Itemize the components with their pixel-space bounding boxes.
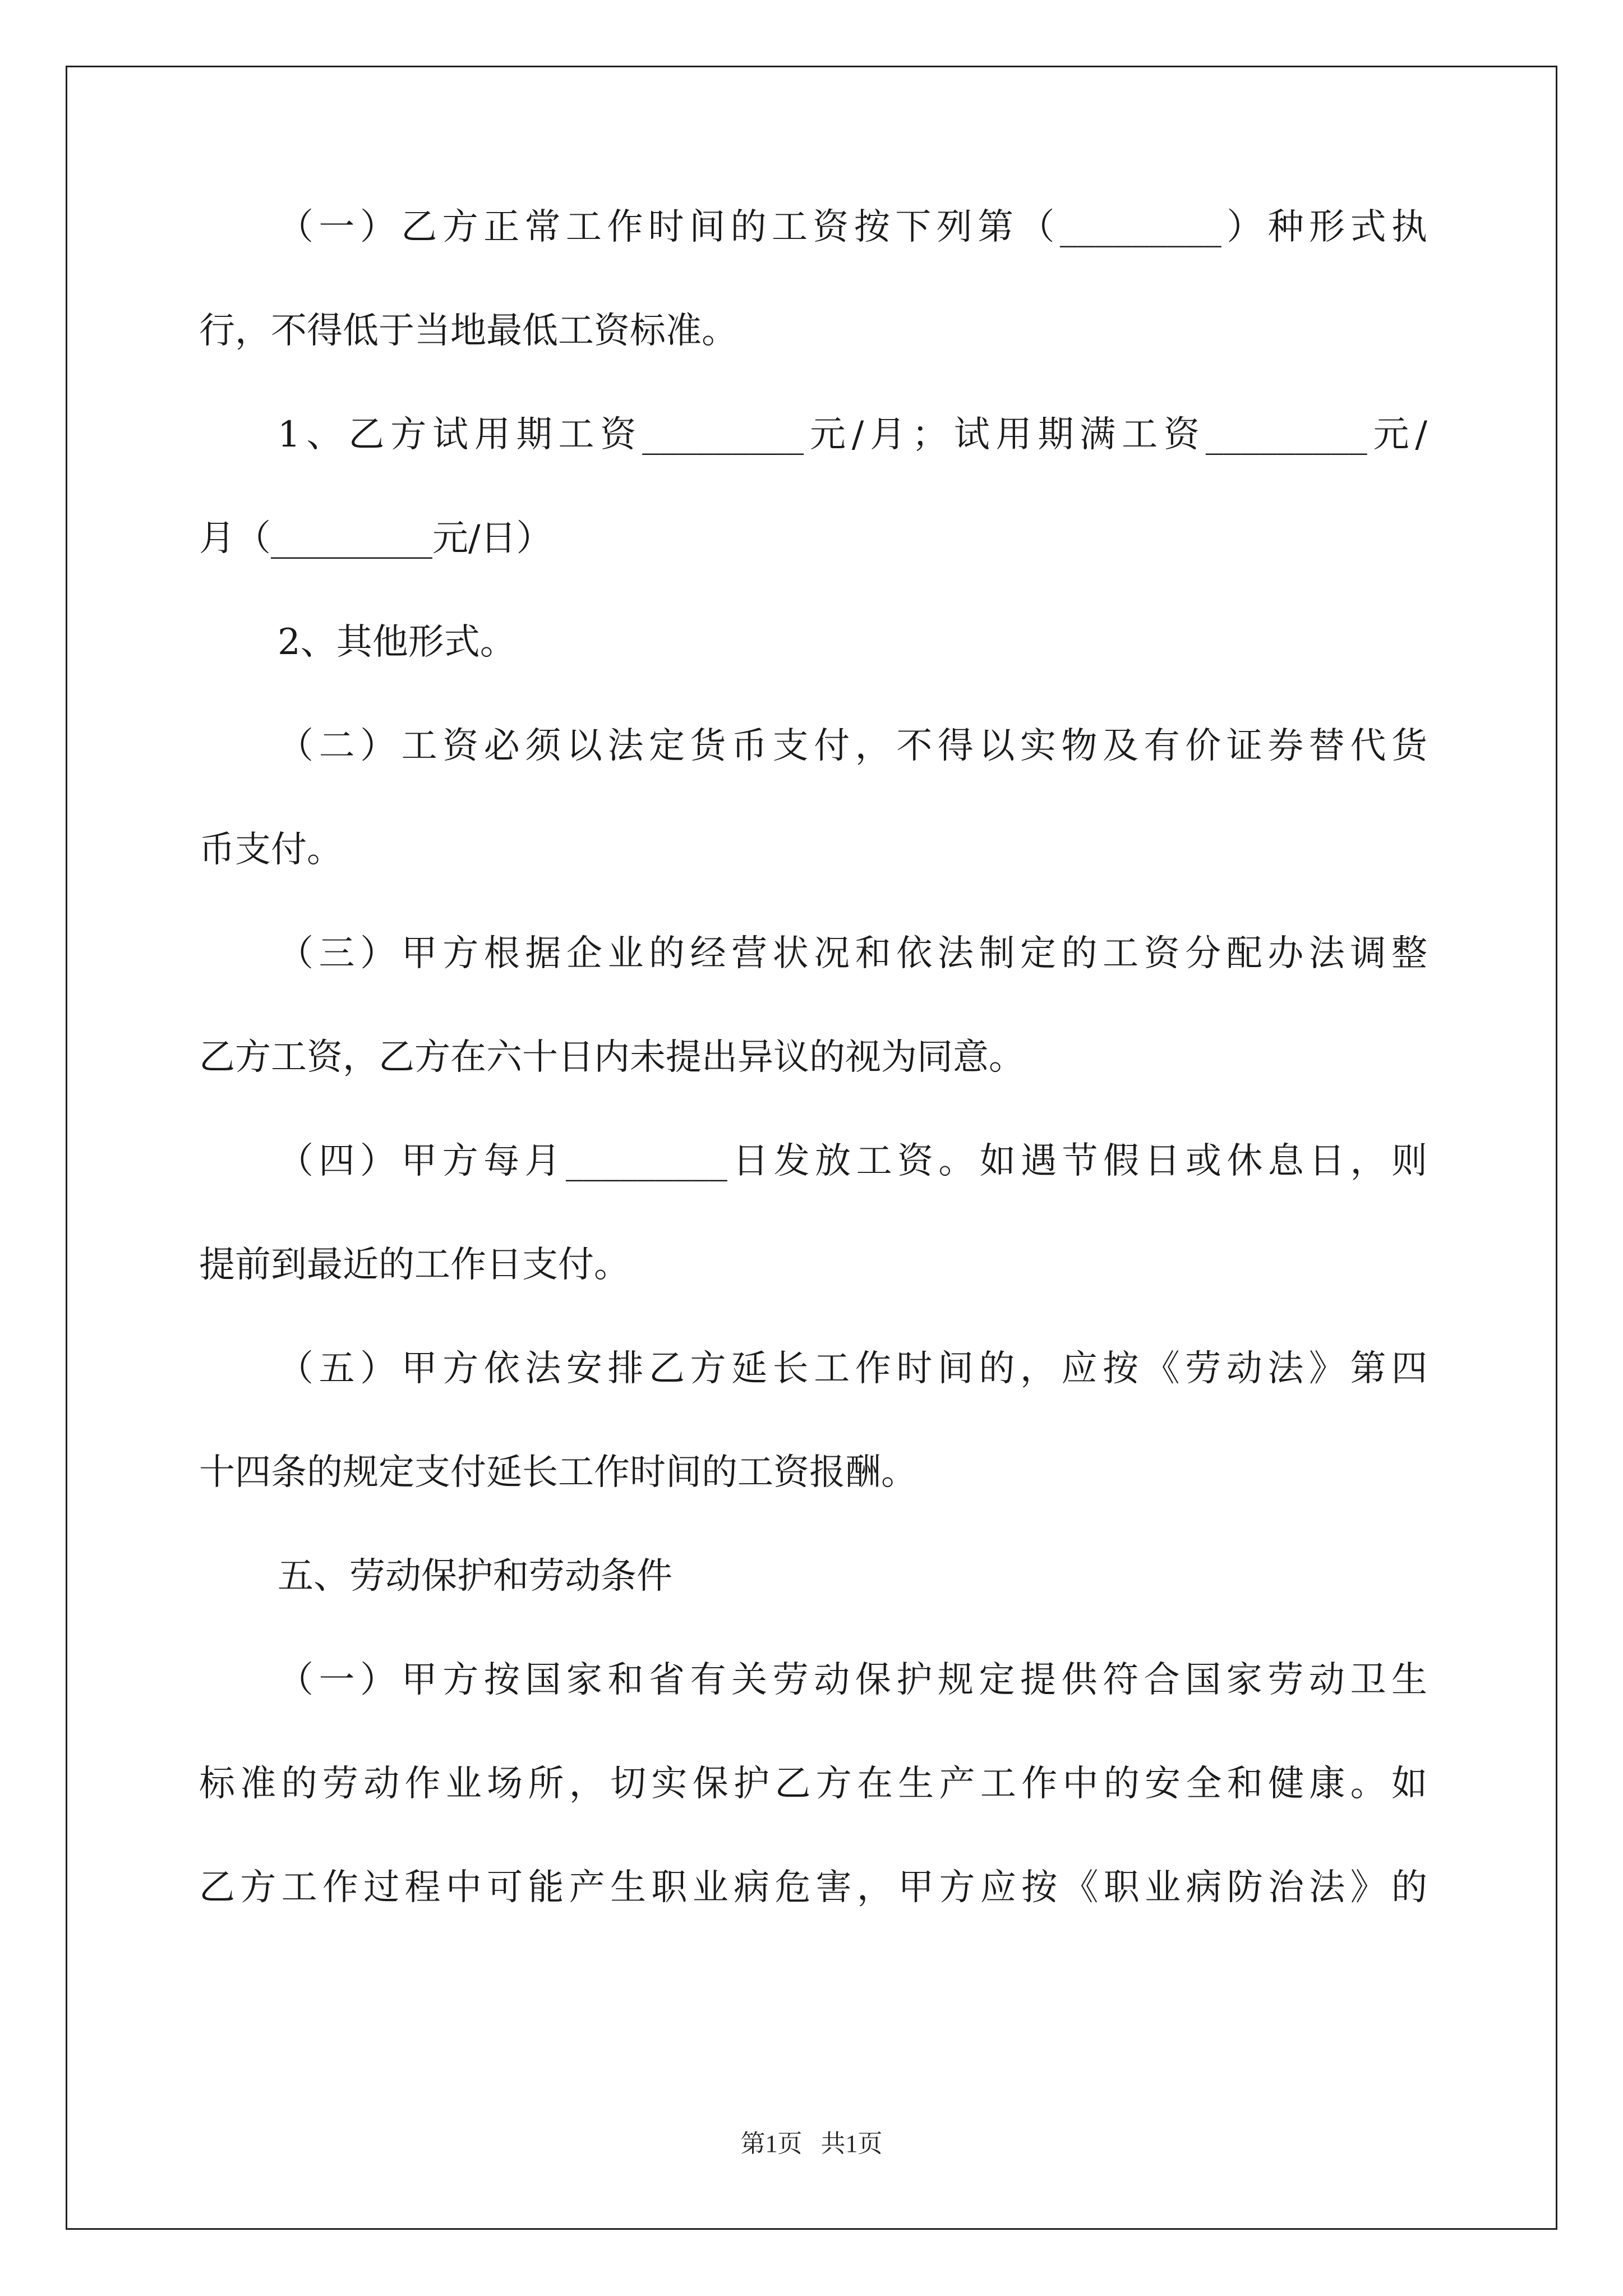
paragraph-line: （五）甲方依法安排乙方延长工作时间的，应按《劳动法》第四 <box>278 1348 1427 1389</box>
page-footer <box>0 2127 1623 2161</box>
page-number: 第1页 <box>740 2130 803 2157</box>
paragraph-line: 乙方工作过程中可能产生职业病危害，甲方应按《职业病防治法》的 <box>199 1867 1427 1908</box>
paragraph-line: 十四条的规定支付延长工作时间的工资报酬。 <box>199 1452 917 1493</box>
paragraph-line: （二）工资必须以法定货币支付，不得以实物及有价证券替代货 <box>278 725 1427 767</box>
paragraph-line: 月（_________元/日） <box>199 518 552 559</box>
paragraph-line: 行，不得低于当地最低工资标准。 <box>199 310 737 352</box>
paragraph-line: 乙方工资，乙方在六十日内未提出异议的视为同意。 <box>199 1037 1025 1078</box>
paragraph-line: 1、乙方试用期工资_________元/月；试用期满工资_________元/ <box>278 414 1427 455</box>
paragraph-line: （三）甲方根据企业的经营状况和依法制定的工资分配办法调整 <box>278 933 1427 974</box>
paragraph-line: 标准的劳动作业场所，切实保护乙方在生产工作中的安全和健康。如 <box>199 1763 1427 1805</box>
paragraph-line: 2、其他形式。 <box>278 622 516 663</box>
page-total: 共1页 <box>820 2130 883 2157</box>
section-heading: 五、劳动保护和劳动条件 <box>278 1556 672 1597</box>
paragraph-line: 币支付。 <box>199 829 343 871</box>
paragraph-line: （四）甲方每月_________日发放工资。如遇节假日或休息日，则 <box>278 1140 1427 1182</box>
paragraph-line: （一）乙方正常工作时间的工资按下列第（_________）种形式执 <box>278 206 1427 248</box>
paragraph-line: （一）甲方按国家和省有关劳动保护规定提供符合国家劳动卫生 <box>278 1659 1427 1701</box>
paragraph-line: 提前到最近的工作日支付。 <box>199 1244 630 1286</box>
